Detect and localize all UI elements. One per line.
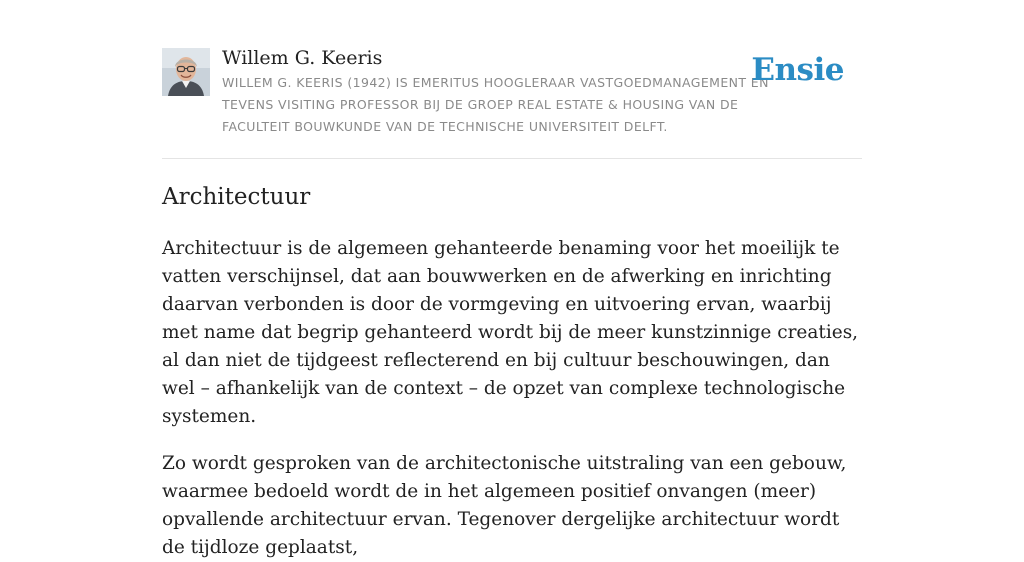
- ensie-logo[interactable]: Ensie: [751, 52, 844, 88]
- author-photo: [162, 48, 210, 96]
- article-title: Architectuur: [162, 184, 311, 210]
- author-header: [162, 44, 862, 159]
- article-paragraph: Zo wordt gesproken van de architectonische uitstraling van een gebouw, waarmee bedoeld wordt de in het algemeen positief onvangen (meer) opvallende architectuur ervan. Tegenover dergelijke architectuur wordt de tijdloze geplaatst,: [162, 453, 847, 558]
- author-bio: WILLEM G. KEERIS (1942) IS EMERITUS HOOGLERAAR VASTGOEDMANAGEMENT EN TEVENS VISITING PROFESSOR BIJ DE GROEP REAL ESTATE & HOUSING VAN DE FACULTEIT BOUWKUNDE VAN DE TECHNISCHE UNIVERSITEIT DELFT.: [222, 75, 769, 134]
- article-paragraph: Architectuur is de algemeen gehanteerde benaming voor het moeilijk te vatten verschijnsel, dat aan bouwwerken en de afwerking en inrichting daarvan verbonden is door de vormgeving en uitvoering ervan, waarbij met name dat begrip gehanteerd wordt bij de meer kunstzinnige creaties, al dan niet de tijdgeest reflecterend en bij cultuur beschouwingen, dan wel – afhankelijk van de context – de opzet van complexe technologische systemen.: [162, 238, 859, 427]
- author-name[interactable]: Willem G. Keeris: [222, 47, 383, 69]
- article: [162, 178, 864, 562]
- author-avatar: [162, 48, 210, 96]
